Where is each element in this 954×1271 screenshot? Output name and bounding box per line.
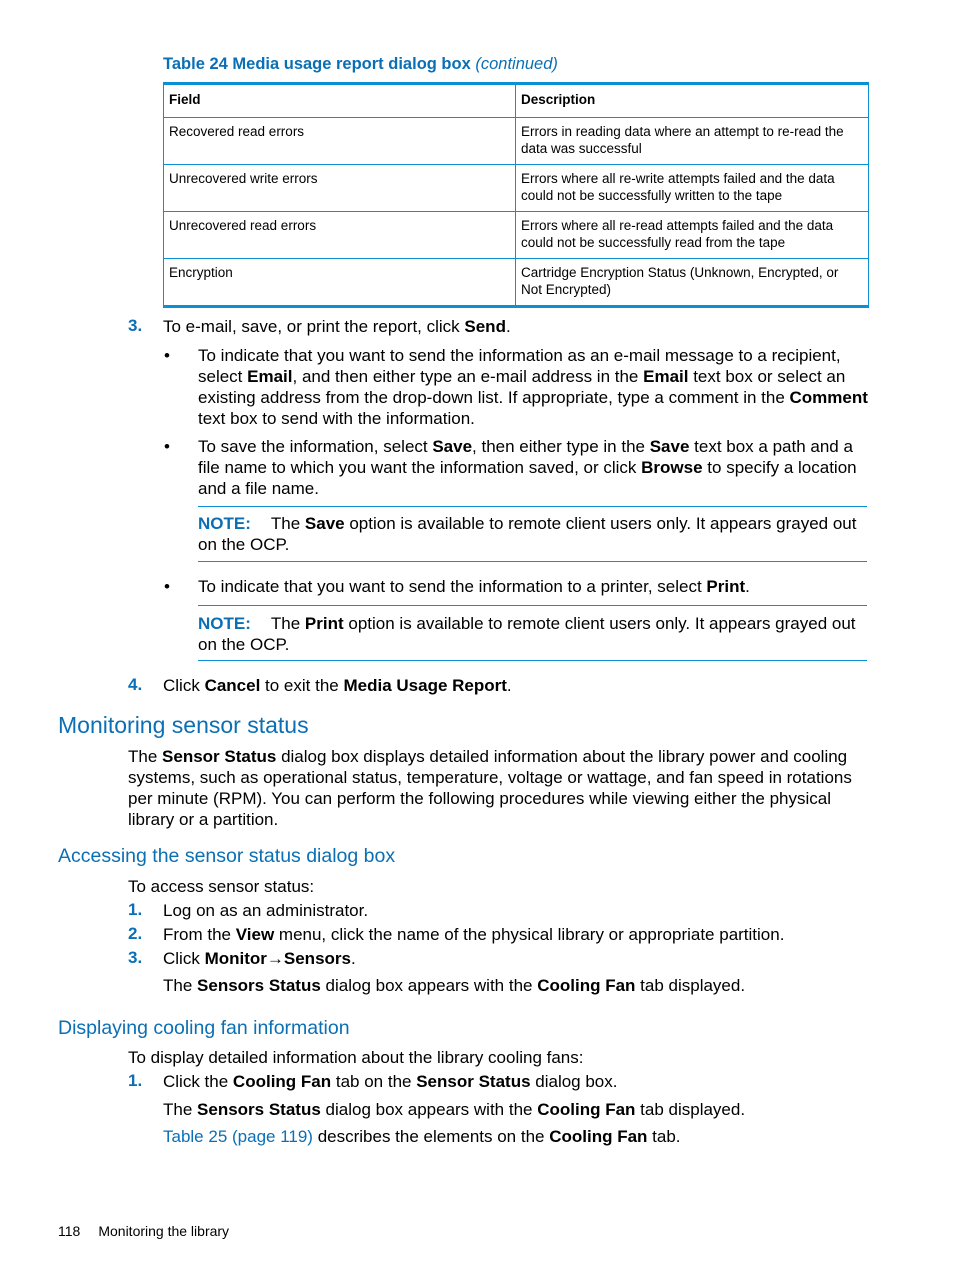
fan-step-1-reference	[163, 1126, 868, 1147]
access-step-2-text	[163, 924, 868, 945]
text-span: To e-mail, save, or print the report, click	[163, 317, 465, 336]
note-rule-top	[198, 506, 867, 507]
sensor-status-paragraph	[128, 746, 868, 830]
table-cell-field: Recovered read errors	[164, 118, 516, 165]
step-3-text	[163, 316, 868, 337]
text-span: Click the	[163, 1072, 233, 1091]
table-cell-field: Encryption	[164, 259, 516, 307]
text-span: tab on the	[331, 1072, 417, 1091]
bold-media-usage-report: Media Usage Report	[343, 676, 507, 695]
text-span: From the	[163, 925, 236, 944]
bold-sensors-status: Sensors Status	[197, 1100, 321, 1119]
heading-displaying-cooling-fan: Displaying cooling fan information	[58, 1017, 350, 1039]
heading-monitoring-sensor-status: Monitoring sensor status	[58, 712, 309, 738]
text-span: The	[128, 747, 163, 766]
text-span: tab.	[647, 1127, 681, 1146]
note-save	[198, 513, 867, 555]
bold-cooling-fan: Cooling Fan	[537, 1100, 636, 1119]
text-span: to exit the	[260, 676, 344, 695]
access-step-3-text	[163, 948, 868, 969]
text-span: To indicate that you want to send the information to a printer, select	[198, 577, 707, 596]
text-span: text box a path and a file name to which you want the information saved, or click	[198, 437, 853, 477]
text-span: The	[163, 1100, 198, 1119]
note-print	[198, 613, 867, 655]
table-25-link[interactable]: Table 25 (page 119)	[163, 1127, 313, 1146]
bold-sensors: Sensors	[283, 949, 351, 968]
media-usage-table	[163, 82, 869, 308]
table-cell-description: Cartridge Encryption Status (Unknown, Encrypted, or Not Encrypted)	[516, 259, 869, 307]
note-rule-bottom	[198, 561, 867, 562]
bold-sensor-status: Sensor Status	[162, 747, 277, 766]
text-span: The	[270, 614, 305, 633]
text-span: .	[350, 949, 356, 968]
fan-intro: To display detailed information about the library cooling fans:	[128, 1048, 584, 1067]
bullet-save-text	[198, 436, 870, 499]
text-span: The	[270, 514, 305, 533]
bold-save: Save	[649, 437, 690, 456]
table-cell-description: Errors where all re-write attempts failed and the data could not be successfully written to the tape	[516, 165, 869, 212]
access-step-1-number: 1.	[128, 900, 143, 919]
step-3-number: 3.	[128, 316, 143, 335]
bold-email: Email	[247, 367, 293, 386]
bullet-email-text	[198, 345, 870, 429]
text-span: menu, click the name of the physical library or appropriate partition.	[274, 925, 785, 944]
bold-comment: Comment	[789, 388, 868, 407]
text-span: .	[745, 577, 750, 596]
bold-print: Print	[304, 614, 344, 633]
bold-monitor: Monitor	[204, 949, 267, 968]
access-step-3-result	[163, 975, 868, 996]
table-cell-description: Errors where all re-read attempts failed and the data could not be successfully read from the tape	[516, 212, 869, 259]
table-cell-description: Errors in reading data where an attempt to re-read the data was successful	[516, 118, 869, 165]
text-span: text box to send with the information.	[198, 409, 475, 428]
bold-cancel: Cancel	[204, 676, 261, 695]
table-header-field: Field	[164, 84, 516, 118]
bold-save: Save	[432, 437, 473, 456]
bold-cooling-fan: Cooling Fan	[549, 1127, 648, 1146]
text-span: describes the elements on the	[312, 1127, 550, 1146]
fan-step-1-result	[163, 1099, 868, 1120]
bold-view: View	[235, 925, 275, 944]
access-intro: To access sensor status:	[128, 877, 315, 896]
table-caption-continued: (continued)	[475, 55, 558, 73]
note-rule-bottom	[198, 660, 867, 661]
table-row	[164, 259, 869, 307]
text-span: , then either type in the	[472, 437, 650, 456]
text-span: option is available to remote client users only. It appears grayed out on the OCP.	[198, 514, 857, 554]
table-cell-field: Unrecovered read errors	[164, 212, 516, 259]
bold-sensors-status: Sensors Status	[197, 976, 321, 995]
table-header-row	[164, 84, 869, 118]
access-step-3-number: 3.	[128, 948, 143, 967]
text-span: dialog box.	[530, 1072, 618, 1091]
text-span: tab displayed.	[635, 976, 746, 995]
bold-save: Save	[304, 514, 345, 533]
table-header-description: Description	[516, 84, 869, 118]
text-span: To save the information, select	[198, 437, 433, 456]
table-row	[164, 165, 869, 212]
text-span: The	[163, 976, 198, 995]
table-row	[164, 118, 869, 165]
note-rule-top	[198, 605, 867, 606]
heading-accessing-sensor-status: Accessing the sensor status dialog box	[58, 845, 396, 867]
table-cell-field: Unrecovered write errors	[164, 165, 516, 212]
bold-print: Print	[706, 577, 746, 596]
bullet-dot: •	[164, 437, 170, 456]
access-step-2-number: 2.	[128, 924, 143, 943]
text-span: Click	[163, 949, 205, 968]
text-span: option is available to remote client users only. It appears grayed out on the OCP.	[198, 614, 856, 654]
text-span: Click	[163, 676, 205, 695]
chapter-title: Monitoring the library	[98, 1223, 230, 1239]
note-label: NOTE:	[198, 614, 251, 633]
text-span: dialog box appears with the	[320, 1100, 538, 1119]
table-row	[164, 212, 869, 259]
note-label: NOTE:	[198, 514, 251, 533]
bullet-dot: •	[164, 577, 170, 596]
bullet-dot: •	[164, 346, 170, 365]
text-span: to specify a location and a file name.	[198, 458, 857, 498]
bold-send: Send	[464, 317, 506, 336]
step-4-number: 4.	[128, 675, 143, 694]
bold-email: Email	[643, 367, 689, 386]
bold-cooling-fan: Cooling Fan	[232, 1072, 332, 1091]
text-span: , and then either type an e-mail address in the	[292, 367, 644, 386]
page-footer	[58, 1223, 229, 1239]
arrow-glyph: →	[266, 949, 284, 968]
text-span: To indicate that you want to send the information as an e-mail message to a recipient, select	[198, 346, 841, 386]
bullet-print-text	[198, 576, 870, 597]
step-4-text	[163, 675, 868, 696]
table-caption	[163, 55, 558, 74]
bold-cooling-fan: Cooling Fan	[537, 976, 636, 995]
text-span: .	[506, 676, 512, 695]
text-span: dialog box appears with the	[320, 976, 538, 995]
access-step-1-text: Log on as an administrator.	[163, 901, 369, 920]
page-number: 118	[58, 1223, 81, 1239]
fan-step-1-number: 1.	[128, 1071, 143, 1090]
text-span: tab displayed.	[635, 1100, 746, 1119]
text-span: .	[505, 317, 511, 336]
bold-browse: Browse	[641, 458, 703, 477]
table-caption-title: Table 24 Media usage report dialog box	[163, 55, 471, 73]
fan-step-1-text	[163, 1071, 868, 1092]
text-span: dialog box displays detailed information about the library power and cooling systems, such as operational status, temperature, voltage or wattage, and fan speed in rotations per minute (RPM). You can perform the following procedures while viewing either the physical library or a partition.	[128, 747, 852, 829]
text-span: text box or select an existing address from the drop-down list. If appropriate, type a comment in the	[198, 367, 846, 407]
bold-sensor-status: Sensor Status	[416, 1072, 531, 1091]
